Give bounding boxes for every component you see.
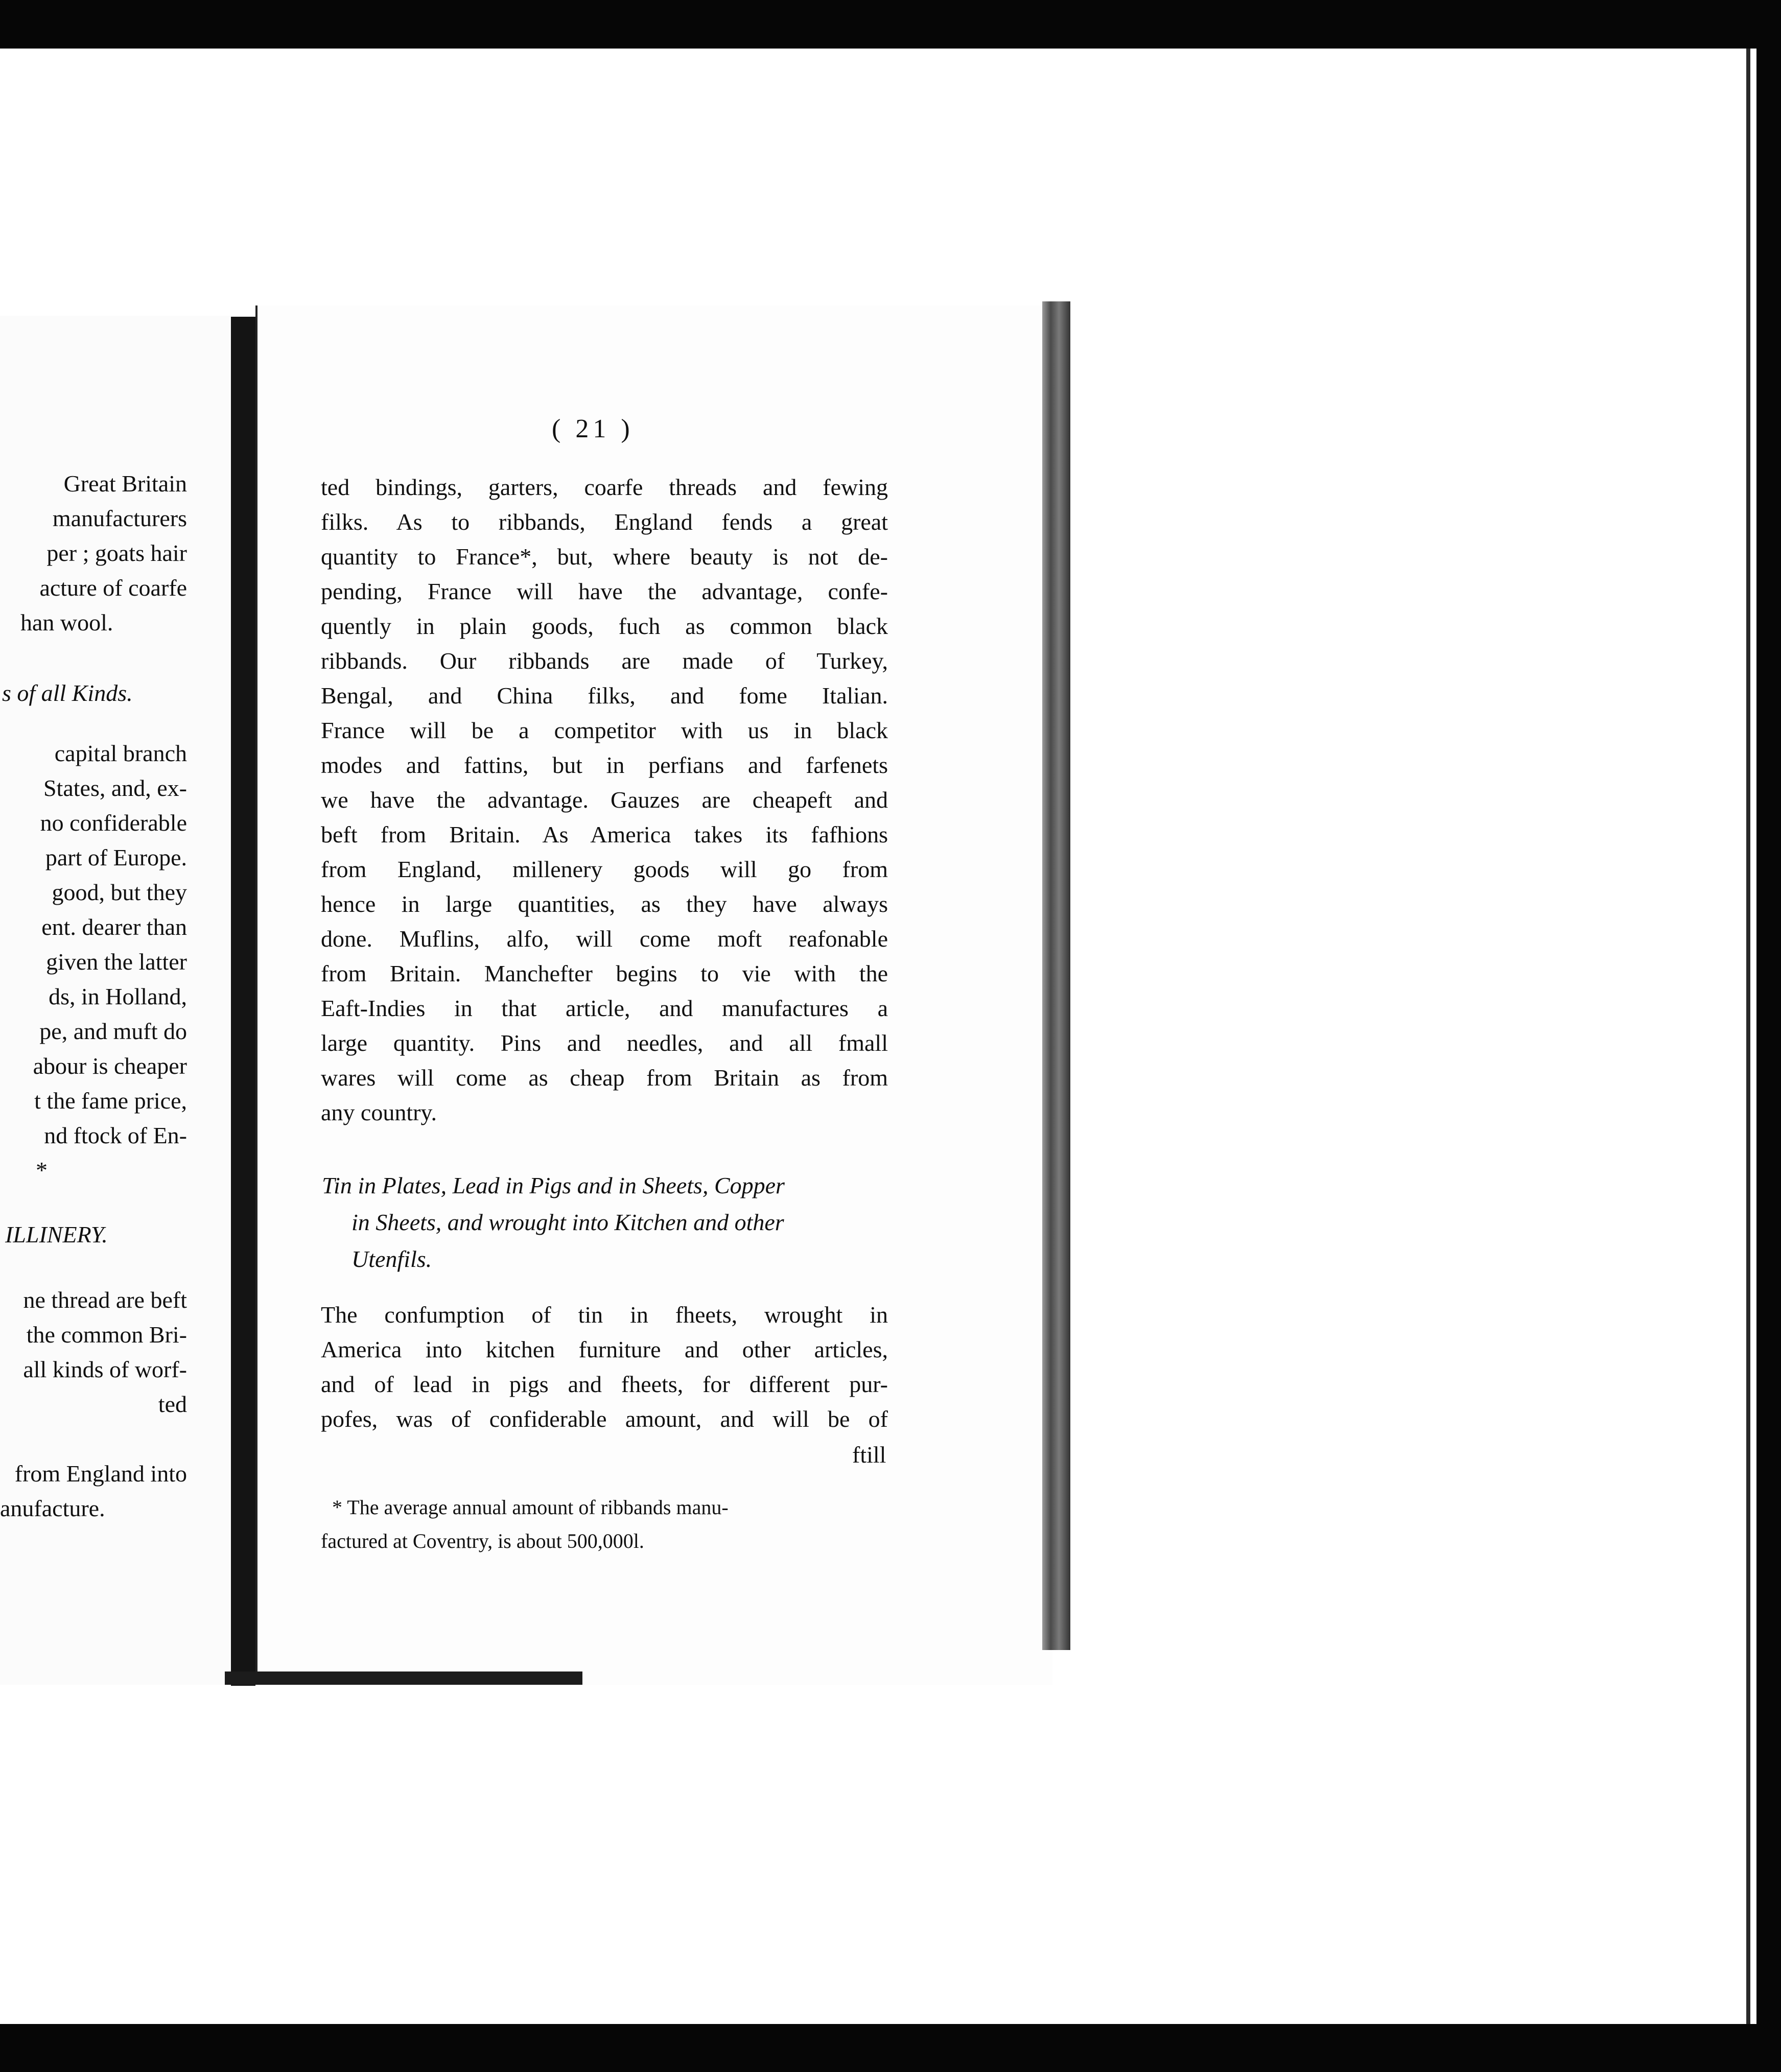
left-heading: ILLINERY. (5, 1221, 108, 1247)
left-line: ted (158, 1391, 187, 1417)
text-line: large quantity. Pins and needles, and all fmall (321, 1030, 888, 1056)
text-line: hence in large quantities, as they have always (321, 891, 888, 917)
left-line: the common Bri- (26, 1322, 187, 1348)
left-line: from England into (14, 1461, 187, 1487)
text-line: The confumption of tin in fheets, wrought in (321, 1302, 888, 1328)
text-line: quantity to France*, but, where beauty is not de- (321, 544, 888, 570)
left-line: han wool. (20, 609, 113, 635)
text-line: wares will come as cheap from Britain as from (321, 1065, 888, 1091)
book-gutter (231, 317, 255, 1686)
text-line: filks. As to ribbands, England fends a great (321, 509, 888, 535)
text-line: pending, France will have the advantage, confe- (321, 578, 888, 604)
left-line: manufacturers (52, 505, 187, 531)
text-line: from England, millenery goods will go from (321, 856, 888, 882)
footnote-line: * The average annual amount of ribbands manu- (332, 1496, 729, 1519)
scan-frame-bottom (0, 2024, 1781, 2072)
left-line: ne thread are beft (23, 1287, 187, 1313)
book-cover-edge (225, 1671, 582, 1685)
heading-line: in Sheets, and wrought into Kitchen and other (351, 1209, 784, 1235)
text-line: America into kitchen furniture and other articles, (321, 1336, 888, 1362)
text-line: any country. (321, 1099, 437, 1125)
text-line: beft from Britain. As America takes its fafhions (321, 821, 888, 847)
text-line: quently in plain goods, fuch as common black (321, 613, 888, 639)
left-line: nd ftock of En- (44, 1122, 187, 1148)
left-line: Great Britain (63, 470, 187, 497)
scan-frame-top (0, 0, 1781, 49)
left-line: part of Europe. (45, 844, 187, 870)
text-line: pofes, was of confiderable amount, and will be of (321, 1406, 888, 1432)
left-line: no confiderable (40, 810, 187, 836)
text-line: Bengal, and China filks, and fome Italian. (321, 682, 888, 709)
catchword: ftill (852, 1442, 886, 1468)
left-line: abour is cheaper (33, 1053, 187, 1079)
left-footnote-mark: * (36, 1157, 48, 1183)
page-number: ( 21 ) (552, 414, 634, 443)
text-line: France will be a competitor with us in black (321, 717, 888, 743)
text-line: modes and fattins, but in perfians and farfenets (321, 752, 888, 778)
text-line: and of lead in pigs and fheets, for different pur- (321, 1371, 888, 1397)
left-line: pe, and muft do (39, 1018, 187, 1044)
text-line: Eaft-Indies in that article, and manufactures a (321, 995, 888, 1021)
text-line: we have the advantage. Gauzes are cheapeft and (321, 787, 888, 813)
left-line: States, and, ex- (43, 775, 187, 801)
text-line: from Britain. Manchefter begins to vie with the (321, 960, 888, 986)
left-line: given the latter (46, 949, 187, 975)
left-line: good, but they (52, 879, 187, 905)
left-heading: s of all Kinds. (2, 680, 133, 706)
left-line: anufacture. (0, 1495, 105, 1521)
left-line: acture of coarfe (39, 575, 187, 601)
heading-line: Tin in Plates, Lead in Pigs and in Sheets, Copper (322, 1172, 785, 1198)
left-line: ds, in Holland, (49, 983, 187, 1009)
heading-line: Utenfils. (351, 1246, 432, 1272)
scan-edge-line (1746, 49, 1750, 2024)
left-line: ent. dearer than (41, 914, 187, 940)
page-block-edge (1042, 301, 1070, 1650)
left-line: t the fame price, (34, 1088, 187, 1114)
left-line: per ; goats hair (46, 540, 187, 566)
text-line: done. Muflins, alfo, will come moft reafonable (321, 926, 888, 952)
left-line: all kinds of worf- (23, 1356, 187, 1382)
left-line: capital branch (54, 740, 187, 766)
footnote-line: factured at Coventry, is about 500,000l. (321, 1529, 644, 1552)
text-line: ted bindings, garters, coarfe threads and fewing (321, 474, 888, 500)
text-line: ribbands. Our ribbands are made of Turkey, (321, 648, 888, 674)
scan-frame-right (1756, 0, 1781, 2072)
